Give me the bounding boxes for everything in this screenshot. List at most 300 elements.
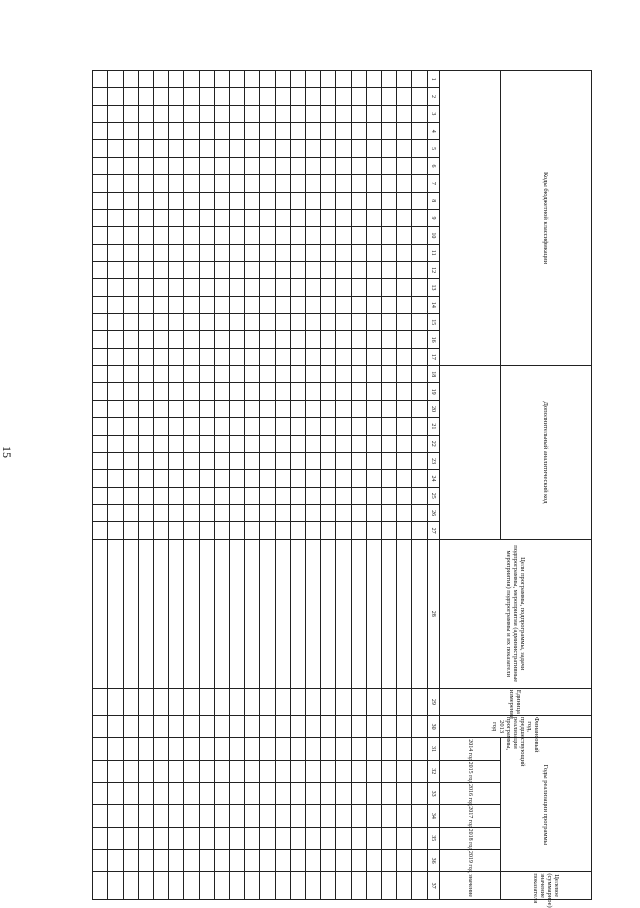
- table-cell: [397, 175, 412, 192]
- table-cell: [245, 487, 260, 504]
- table-cell: [138, 872, 153, 900]
- table-cell: [412, 157, 427, 174]
- table-cell: [412, 849, 427, 871]
- table-cell: [93, 383, 108, 400]
- table-cell: [382, 760, 397, 782]
- table-cell: [230, 314, 245, 331]
- table-cell: [321, 209, 336, 226]
- table-cell: [321, 314, 336, 331]
- table-cell: [93, 105, 108, 122]
- table-cell: [336, 71, 351, 88]
- table-cell: [275, 366, 290, 383]
- table-cell: [199, 192, 214, 209]
- table-cell: [245, 175, 260, 192]
- column-number: 24: [427, 470, 439, 487]
- table-cell: [230, 71, 245, 88]
- table-cell: [382, 827, 397, 849]
- table-cell: [230, 261, 245, 278]
- table-cell: [245, 331, 260, 348]
- column-number: 14: [427, 296, 439, 313]
- table-cell: [321, 688, 336, 715]
- table-cell: [397, 314, 412, 331]
- table-cell: [412, 688, 427, 715]
- table-cell: [321, 244, 336, 261]
- table-cell: [214, 192, 229, 209]
- rotated-table-wrapper: [92, 70, 592, 908]
- table-cell: [214, 849, 229, 871]
- table-cell: [123, 244, 138, 261]
- table-cell: [214, 470, 229, 487]
- table-cell: [214, 348, 229, 365]
- table-cell: [306, 314, 321, 331]
- table-cell: [351, 872, 366, 900]
- table-cell: [351, 470, 366, 487]
- table-cell: [154, 452, 169, 469]
- table-cell: [366, 400, 381, 417]
- table-cell: [123, 383, 138, 400]
- page-number: 15: [0, 446, 14, 458]
- table-cell: [397, 435, 412, 452]
- table-cell: [412, 782, 427, 804]
- table-cell: [154, 331, 169, 348]
- table-cell: [214, 400, 229, 417]
- table-cell: [230, 827, 245, 849]
- table-cell: [260, 192, 275, 209]
- table-cell: [382, 244, 397, 261]
- table-cell: [214, 539, 229, 688]
- table-cell: [123, 487, 138, 504]
- table-cell: [397, 244, 412, 261]
- table-cell: [245, 88, 260, 105]
- table-cell: [290, 383, 305, 400]
- table-cell: [366, 539, 381, 688]
- table-cell: [184, 123, 199, 140]
- table-cell: [397, 782, 412, 804]
- column-number: 21: [427, 418, 439, 435]
- table-cell: [199, 71, 214, 88]
- table-row: [199, 71, 214, 900]
- table-cell: [382, 227, 397, 244]
- table-row: [290, 71, 305, 900]
- table-cell: [184, 331, 199, 348]
- table-cell: [321, 105, 336, 122]
- table-cell: [290, 314, 305, 331]
- table-cell: [123, 782, 138, 804]
- table-cell: [366, 227, 381, 244]
- table-cell: [382, 383, 397, 400]
- table-cell: [397, 738, 412, 760]
- table-cell: [108, 227, 123, 244]
- table-cell: [138, 348, 153, 365]
- column-number: 27: [427, 522, 439, 539]
- table-cell: [123, 872, 138, 900]
- table-cell: [397, 227, 412, 244]
- table-cell: [290, 487, 305, 504]
- header-budget-codes: Коды бюджетной классификации: [500, 71, 591, 366]
- table-cell: [138, 366, 153, 383]
- table-cell: [321, 452, 336, 469]
- table-cell: [290, 452, 305, 469]
- table-cell: [245, 209, 260, 226]
- table-cell: [321, 383, 336, 400]
- table-cell: [366, 418, 381, 435]
- table-cell: [397, 400, 412, 417]
- column-number: 5: [427, 140, 439, 157]
- table-cell: [260, 782, 275, 804]
- header-unit: Единица измерения: [439, 688, 591, 715]
- column-number: 4: [427, 123, 439, 140]
- table-cell: [230, 805, 245, 827]
- table-cell: [138, 435, 153, 452]
- table-cell: [230, 435, 245, 452]
- table-cell: [230, 296, 245, 313]
- column-number: 33: [427, 782, 439, 804]
- table-cell: [214, 227, 229, 244]
- table-cell: [169, 418, 184, 435]
- table-cell: [214, 452, 229, 469]
- table-cell: [169, 209, 184, 226]
- table-cell: [275, 123, 290, 140]
- table-cell: [275, 244, 290, 261]
- table-cell: [184, 209, 199, 226]
- table-cell: [154, 760, 169, 782]
- table-cell: [169, 715, 184, 737]
- table-cell: [108, 760, 123, 782]
- table-cell: [245, 400, 260, 417]
- table-cell: [260, 400, 275, 417]
- table-cell: [169, 244, 184, 261]
- table-cell: [93, 715, 108, 737]
- table-cell: [290, 71, 305, 88]
- table-cell: [366, 88, 381, 105]
- table-cell: [382, 314, 397, 331]
- table-cell: [321, 539, 336, 688]
- table-cell: [245, 827, 260, 849]
- table-cell: [260, 805, 275, 827]
- table-cell: [199, 88, 214, 105]
- table-cell: [382, 88, 397, 105]
- table-cell: [154, 192, 169, 209]
- table-cell: [366, 738, 381, 760]
- table-cell: [154, 261, 169, 278]
- table-cell: [245, 522, 260, 539]
- table-cell: [336, 782, 351, 804]
- table-cell: [336, 331, 351, 348]
- header-year-5: 2018 год: [439, 827, 500, 849]
- table-cell: [199, 314, 214, 331]
- table-cell: [351, 244, 366, 261]
- table-cell: [93, 209, 108, 226]
- table-cell: [321, 71, 336, 88]
- table-cell: [321, 418, 336, 435]
- header-budget-sub: [439, 71, 500, 366]
- table-cell: [397, 123, 412, 140]
- table-cell: [138, 522, 153, 539]
- table-cell: [351, 435, 366, 452]
- table-cell: [306, 348, 321, 365]
- table-cell: [260, 418, 275, 435]
- table-cell: [306, 123, 321, 140]
- table-cell: [169, 105, 184, 122]
- header-year-1: 2014 год: [439, 738, 500, 760]
- table-cell: [306, 872, 321, 900]
- table-cell: [351, 123, 366, 140]
- table-cell: [108, 400, 123, 417]
- table-cell: [412, 227, 427, 244]
- table-cell: [275, 88, 290, 105]
- table-cell: [260, 849, 275, 871]
- table-cell: [230, 331, 245, 348]
- table-cell: [214, 487, 229, 504]
- table-cell: [169, 383, 184, 400]
- table-cell: [245, 105, 260, 122]
- table-cell: [154, 738, 169, 760]
- table-cell: [382, 452, 397, 469]
- table-cell: [230, 504, 245, 521]
- table-cell: [184, 872, 199, 900]
- table-cell: [382, 400, 397, 417]
- table-cell: [336, 470, 351, 487]
- header-row-sub: [439, 71, 500, 900]
- table-cell: [93, 296, 108, 313]
- table-cell: [169, 296, 184, 313]
- table-cell: [275, 522, 290, 539]
- table-cell: [306, 140, 321, 157]
- program-indicators-table: [92, 70, 592, 908]
- table-cell: [351, 175, 366, 192]
- table-cell: [93, 88, 108, 105]
- table-cell: [260, 760, 275, 782]
- table-cell: [260, 522, 275, 539]
- table-cell: [108, 872, 123, 900]
- table-cell: [199, 872, 214, 900]
- table-cell: [245, 383, 260, 400]
- table-cell: [351, 192, 366, 209]
- table-cell: [108, 157, 123, 174]
- table-row: [245, 71, 260, 900]
- table-cell: [245, 71, 260, 88]
- table-cell: [306, 827, 321, 849]
- table-cell: [214, 805, 229, 827]
- table-cell: [260, 504, 275, 521]
- table-cell: [321, 872, 336, 900]
- table-cell: [366, 244, 381, 261]
- table-cell: [214, 872, 229, 900]
- table-cell: [275, 227, 290, 244]
- table-cell: [245, 760, 260, 782]
- column-number: 11: [427, 244, 439, 261]
- table-cell: [366, 209, 381, 226]
- table-cell: [275, 827, 290, 849]
- table-cell: [154, 140, 169, 157]
- table-cell: [154, 435, 169, 452]
- table-cell: [290, 849, 305, 871]
- table-cell: [306, 279, 321, 296]
- table-cell: [123, 279, 138, 296]
- table-cell: [93, 261, 108, 278]
- table-cell: [351, 279, 366, 296]
- table-cell: [366, 314, 381, 331]
- table-cell: [154, 88, 169, 105]
- table-cell: [366, 140, 381, 157]
- table-cell: [184, 738, 199, 760]
- table-cell: [214, 760, 229, 782]
- table-cell: [351, 314, 366, 331]
- table-cell: [184, 261, 199, 278]
- table-cell: [412, 209, 427, 226]
- table-cell: [336, 157, 351, 174]
- table-cell: [321, 715, 336, 737]
- table-cell: [412, 715, 427, 737]
- table-row: [260, 71, 275, 900]
- table-cell: [306, 805, 321, 827]
- table-cell: [184, 418, 199, 435]
- table-row: [138, 71, 153, 900]
- table-cell: [397, 71, 412, 88]
- header-value: значение: [439, 872, 500, 900]
- table-cell: [351, 760, 366, 782]
- table-cell: [351, 140, 366, 157]
- table-cell: [154, 827, 169, 849]
- table-cell: [138, 88, 153, 105]
- table-cell: [306, 418, 321, 435]
- table-cell: [199, 261, 214, 278]
- table-cell: [366, 504, 381, 521]
- table-cell: [199, 383, 214, 400]
- table-cell: [230, 760, 245, 782]
- table-cell: [290, 782, 305, 804]
- table-cell: [366, 782, 381, 804]
- column-number: 19: [427, 383, 439, 400]
- table-cell: [306, 157, 321, 174]
- table-cell: [275, 872, 290, 900]
- table-cell: [154, 227, 169, 244]
- table-cell: [290, 209, 305, 226]
- table-cell: [351, 487, 366, 504]
- table-cell: [321, 331, 336, 348]
- table-cell: [275, 487, 290, 504]
- table-cell: [230, 487, 245, 504]
- column-number: 31: [427, 738, 439, 760]
- table-cell: [397, 296, 412, 313]
- table-cell: [397, 105, 412, 122]
- table-cell: [290, 227, 305, 244]
- table-cell: [108, 383, 123, 400]
- table-cell: [412, 331, 427, 348]
- table-cell: [275, 71, 290, 88]
- table-cell: [154, 366, 169, 383]
- table-cell: [321, 192, 336, 209]
- table-cell: [108, 88, 123, 105]
- table-cell: [275, 504, 290, 521]
- table-cell: [123, 261, 138, 278]
- table-cell: [108, 175, 123, 192]
- table-cell: [290, 366, 305, 383]
- table-cell: [169, 849, 184, 871]
- table-cell: [138, 227, 153, 244]
- table-cell: [366, 192, 381, 209]
- table-cell: [336, 487, 351, 504]
- table-cell: [290, 123, 305, 140]
- table-cell: [290, 296, 305, 313]
- table-cell: [184, 348, 199, 365]
- table-cell: [351, 157, 366, 174]
- table-cell: [275, 715, 290, 737]
- table-cell: [275, 383, 290, 400]
- table-cell: [351, 539, 366, 688]
- table-cell: [108, 782, 123, 804]
- table-cell: [382, 435, 397, 452]
- table-cell: [260, 366, 275, 383]
- table-cell: [199, 688, 214, 715]
- table-cell: [336, 805, 351, 827]
- table-cell: [412, 279, 427, 296]
- table-cell: [123, 504, 138, 521]
- table-cell: [199, 715, 214, 737]
- table-row: [336, 71, 351, 900]
- table-cell: [290, 192, 305, 209]
- table-cell: [321, 738, 336, 760]
- table-cell: [199, 452, 214, 469]
- table-cell: [260, 452, 275, 469]
- column-number: 15: [427, 314, 439, 331]
- table-cell: [336, 400, 351, 417]
- table-row: [230, 71, 245, 900]
- table-cell: [351, 383, 366, 400]
- table-cell: [184, 782, 199, 804]
- table-cell: [108, 123, 123, 140]
- table-cell: [93, 805, 108, 827]
- column-number: 3: [427, 105, 439, 122]
- table-cell: [138, 175, 153, 192]
- table-cell: [169, 400, 184, 417]
- table-cell: [214, 715, 229, 737]
- table-cell: [366, 157, 381, 174]
- table-cell: [321, 123, 336, 140]
- table-cell: [214, 140, 229, 157]
- table-cell: [275, 157, 290, 174]
- table-cell: [184, 157, 199, 174]
- table-cell: [184, 296, 199, 313]
- table-cell: [154, 849, 169, 871]
- table-cell: [108, 849, 123, 871]
- header-year-4: 2017 год: [439, 805, 500, 827]
- table-cell: [336, 175, 351, 192]
- table-cell: [382, 192, 397, 209]
- table-cell: [138, 71, 153, 88]
- table-cell: [275, 400, 290, 417]
- table-cell: [199, 435, 214, 452]
- table-cell: [412, 123, 427, 140]
- table-cell: [230, 688, 245, 715]
- table-cell: [366, 71, 381, 88]
- table-cell: [290, 872, 305, 900]
- table-cell: [412, 348, 427, 365]
- table-cell: [245, 688, 260, 715]
- table-cell: [336, 296, 351, 313]
- table-cell: [138, 123, 153, 140]
- table-cell: [351, 782, 366, 804]
- table-cell: [245, 849, 260, 871]
- table-cell: [397, 470, 412, 487]
- table-cell: [366, 296, 381, 313]
- table-cell: [154, 157, 169, 174]
- table-cell: [382, 715, 397, 737]
- table-cell: [260, 123, 275, 140]
- table-cell: [245, 452, 260, 469]
- table-cell: [154, 348, 169, 365]
- table-cell: [366, 452, 381, 469]
